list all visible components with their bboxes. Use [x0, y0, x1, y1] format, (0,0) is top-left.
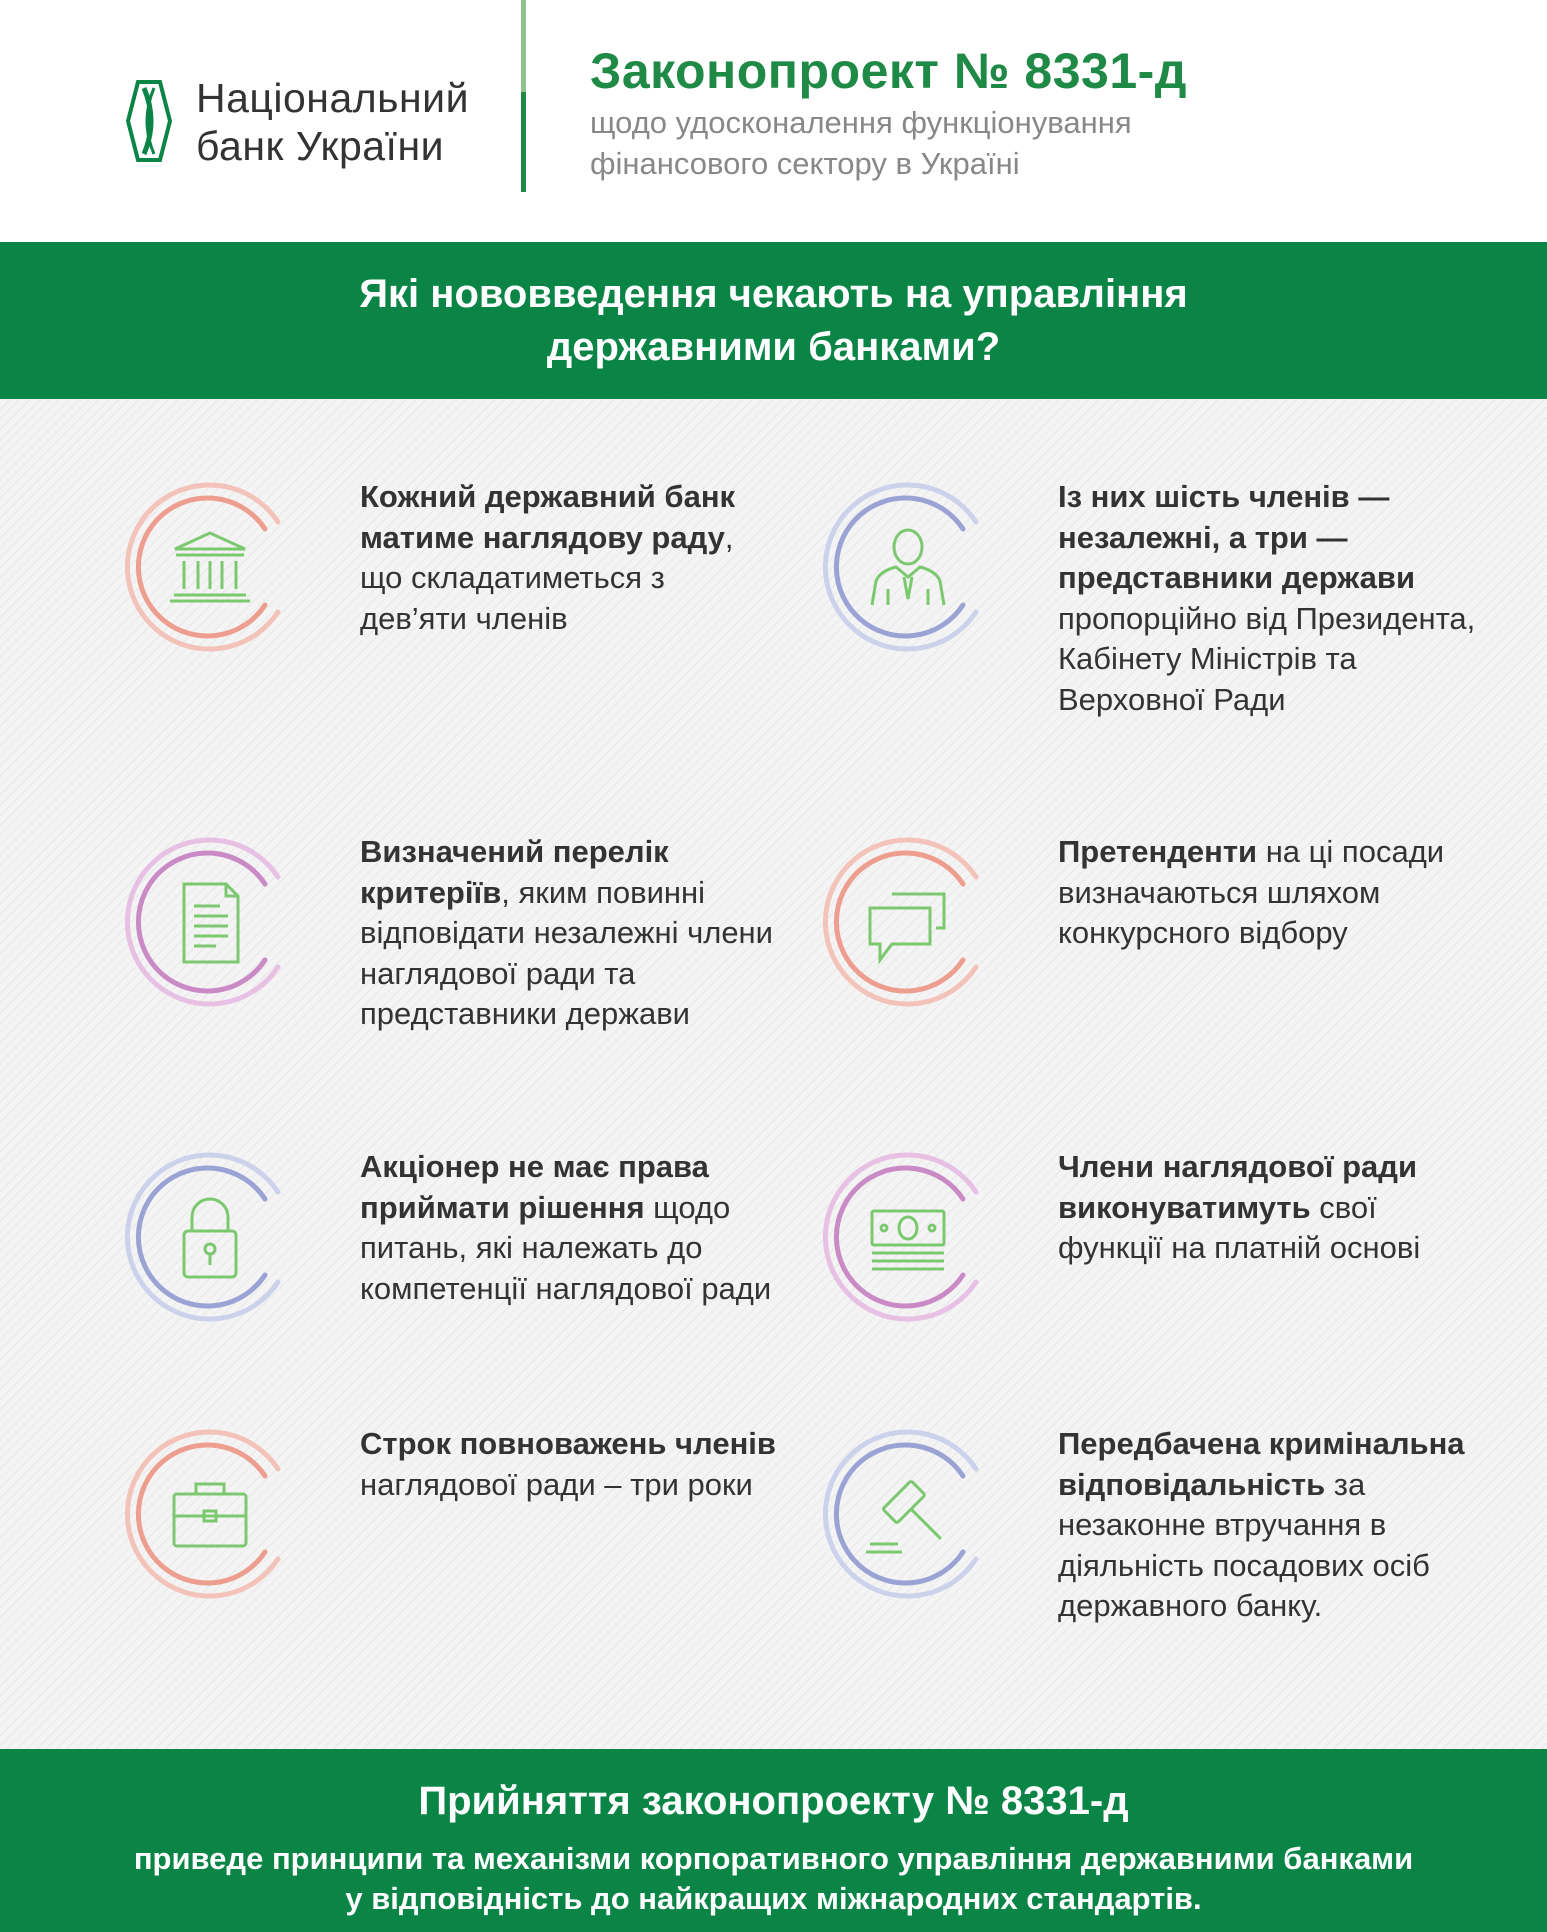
footer-line-2: у відповідність до найкращих міжнародних стандартів. — [345, 1881, 1202, 1916]
chat-bubbles-icon — [818, 832, 998, 1012]
innovation-item — [120, 477, 800, 657]
innovation-bold: Акціонер не має права приймати рішення — [360, 1149, 709, 1225]
innovation-item — [120, 1147, 800, 1347]
banner-line-2: державними банками? — [546, 324, 1001, 369]
innovation-text — [1058, 1147, 1478, 1269]
innovation-item — [818, 832, 1518, 1032]
innovation-text — [1058, 832, 1478, 954]
innovation-text — [360, 1147, 780, 1309]
innovations-grid — [0, 399, 1547, 1749]
footer-banner — [0, 1749, 1547, 1932]
innovation-rest: пропорційно від Президента, Кабінету Міністрів та Верховної Ради — [1058, 600, 1476, 717]
innovation-text — [360, 1424, 780, 1505]
innovation-item — [120, 1424, 800, 1624]
briefcase-icon — [120, 1424, 300, 1604]
document-icon — [120, 832, 300, 1012]
innovation-bold: Передбачена кримінальна відповідальність — [1058, 1426, 1465, 1502]
money-icon — [818, 1147, 998, 1327]
innovation-item — [818, 1424, 1518, 1684]
innovation-bold: Із них шість членів — незалежні, а три — представники держави — [1058, 479, 1416, 595]
businessman-icon — [818, 477, 998, 657]
innovation-item — [818, 1147, 1518, 1347]
innovation-bold: Претенденти — [1058, 834, 1258, 869]
bank-building-icon — [120, 477, 300, 657]
innovation-rest: , що складатиметься з дев’яти членів — [360, 519, 734, 636]
question-banner — [0, 242, 1547, 399]
innovation-rest: свої функції на платній основі — [1058, 1189, 1421, 1265]
footer-text — [0, 1839, 1547, 1919]
innovation-rest: на ці посади визначаються шляхом конкурсного відбору — [1058, 834, 1445, 950]
footer-title: Прийняття законопроекту № 8331-д — [418, 1779, 1129, 1823]
bill-subtitle-line-2: фінансового сектору в Україні — [590, 146, 1020, 181]
innovation-rest: за незаконне втручання в діяльність посадових осіб державного банку. — [1058, 1466, 1430, 1623]
logo-line-1: Національний — [196, 75, 469, 121]
padlock-icon — [120, 1147, 300, 1327]
innovation-text — [360, 832, 780, 1035]
banner-line-1: Які нововведення чекають на управління — [359, 271, 1188, 316]
innovation-rest: наглядової ради – три роки — [360, 1466, 753, 1502]
innovation-bold: Строк повноважень членів — [360, 1426, 776, 1461]
innovation-text — [1058, 1424, 1478, 1627]
bill-subtitle-line-1: щодо удосконалення функціонування — [590, 105, 1132, 140]
innovation-text — [360, 477, 780, 639]
innovation-item — [120, 832, 800, 1092]
innovation-item — [818, 477, 1518, 737]
innovation-text — [1058, 477, 1478, 720]
innovation-bold: Кожний державний банк матиме наглядову раду — [360, 479, 736, 555]
innovation-rest: , яким повинні відповідати незалежні члени наглядової ради та представники держави — [360, 874, 773, 1031]
header — [0, 0, 1547, 242]
header-divider — [521, 0, 526, 192]
bill-subtitle — [590, 102, 1390, 184]
innovation-bold: Члени наглядової ради виконуватимуть — [1058, 1149, 1418, 1225]
bill-title: Законопроект № 8331-д — [590, 43, 1188, 99]
nbu-logo-icon — [124, 80, 174, 162]
logo-text — [196, 74, 496, 170]
innovation-rest: щодо питань, які належать до компетенції наглядової ради — [360, 1189, 772, 1306]
footer-line-1: приведе принципи та механізми корпоративного управління державними банками — [133, 1841, 1414, 1876]
gavel-icon — [818, 1424, 998, 1604]
logo-line-2: банк України — [196, 123, 444, 169]
innovation-bold: Визначений перелік критеріїв — [360, 834, 669, 910]
